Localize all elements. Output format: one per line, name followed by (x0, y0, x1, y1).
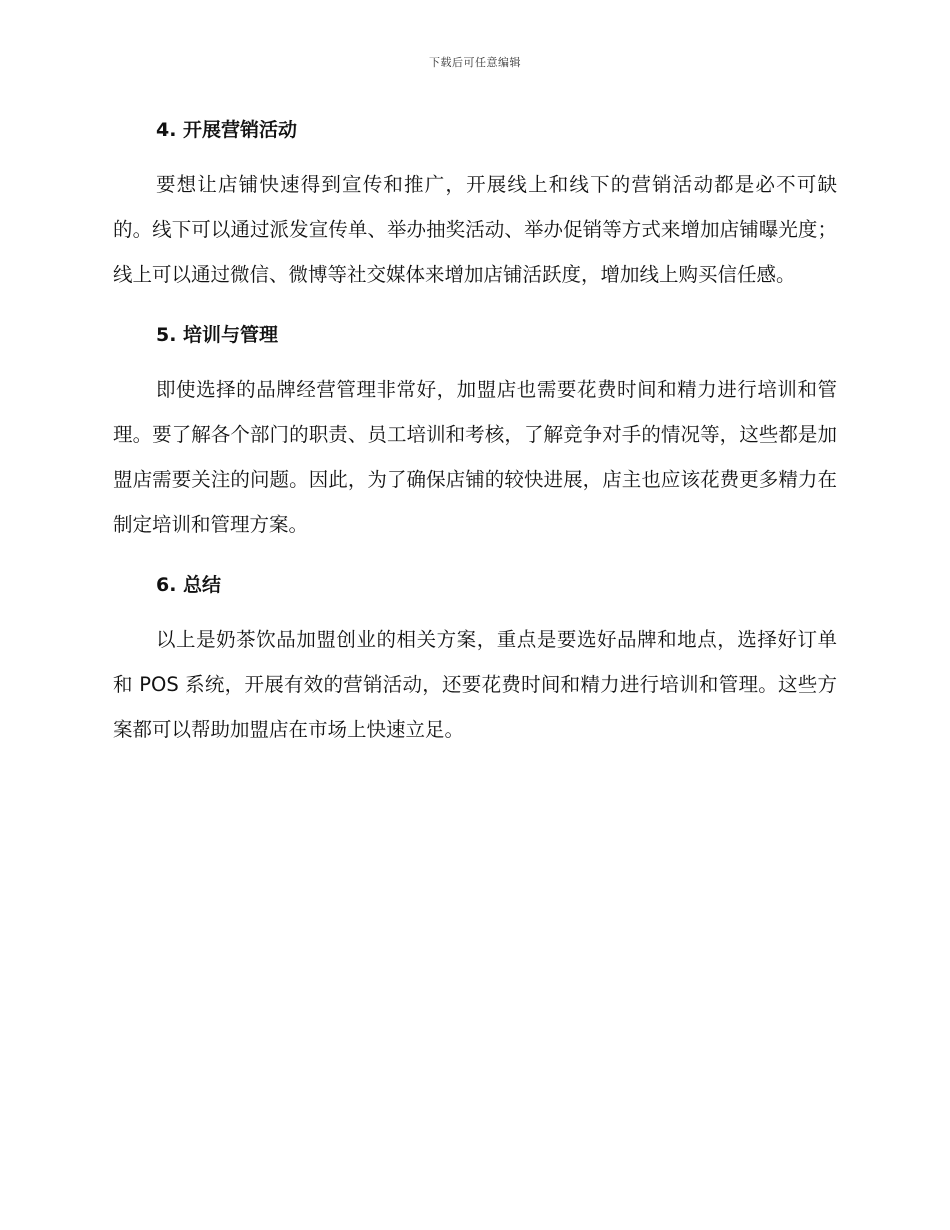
section-summary (113, 565, 837, 752)
section-heading: 4. 开展营销活动 (156, 119, 298, 141)
section-marketing (113, 110, 837, 297)
section-training (113, 315, 837, 547)
section-paragraph: 以上是奶茶饮品加盟创业的相关方案，重点是要选好品牌和地点，选择好订单和 POS 系统，开展有效的营销活动，还要花费时间和精力进行培训和管理。这些方案都可以帮助加盟店在市场上快速立足。 (113, 628, 837, 741)
section-paragraph: 要想让店铺快速得到宣传和推广，开展线上和线下的营销活动都是必不可缺的。线下可以通过派发宣传单、举办抽奖活动、举办促销等方式来增加店铺曝光度；线上可以通过微信、微博等社交媒体来增加店铺活跃度，增加线上购买信任感。 (113, 173, 837, 286)
page-header-note: 下载后可任意编辑 (429, 56, 521, 69)
section-heading: 5. 培训与管理 (156, 324, 279, 346)
section-paragraph: 即使选择的品牌经营管理非常好，加盟店也需要花费时间和精力进行培训和管理。要了解各个部门的职责、员工培训和考核，了解竞争对手的情况等，这些都是加盟店需要关注的问题。因此，为了确保店铺的较快进展，店主也应该花费更多精力在制定培训和管理方案。 (113, 378, 837, 536)
section-heading: 6. 总结 (156, 574, 222, 596)
document-body (113, 110, 837, 770)
